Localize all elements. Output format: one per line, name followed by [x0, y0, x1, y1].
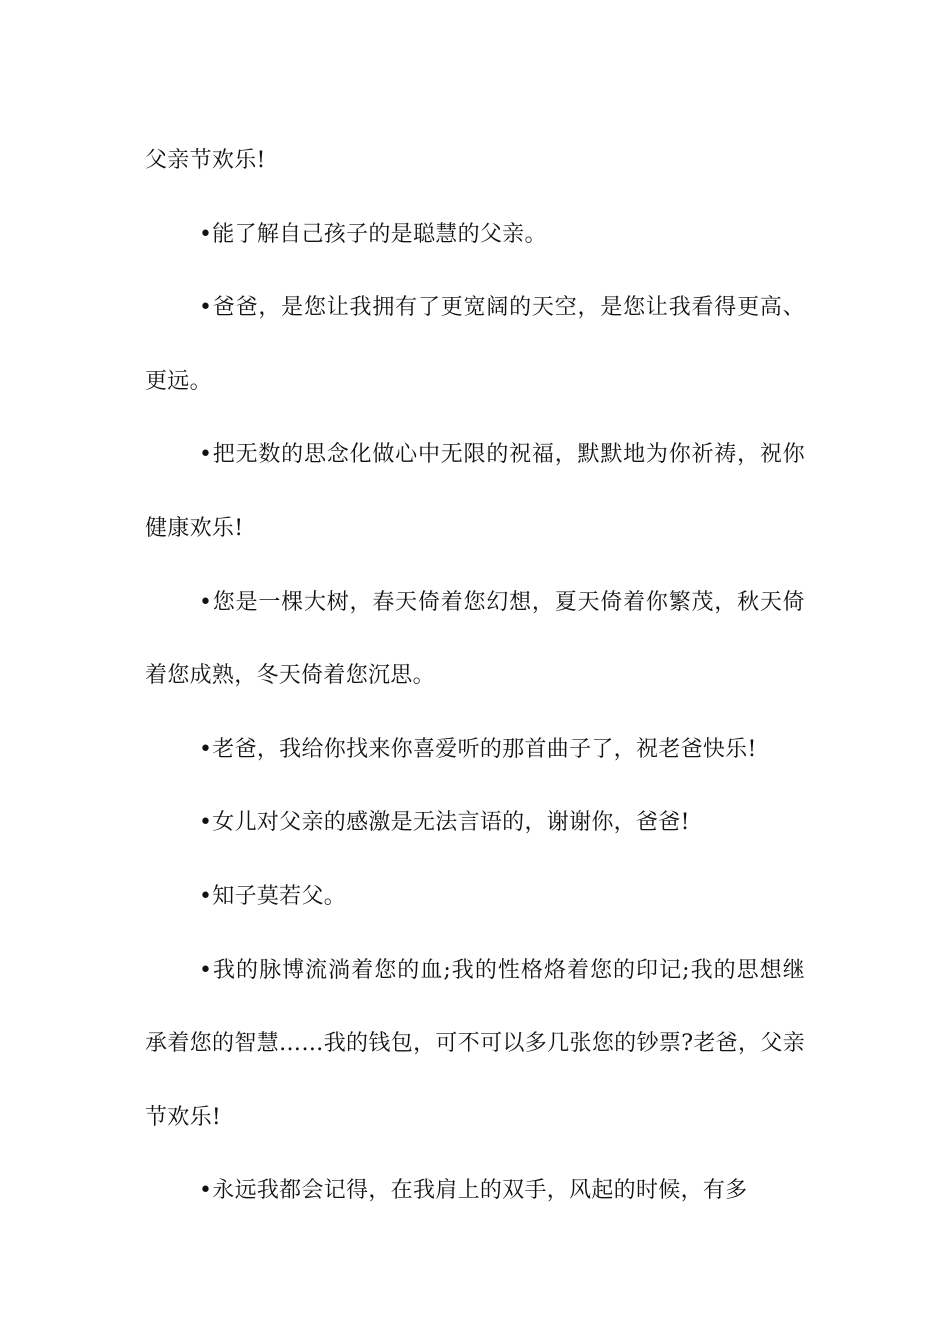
- paragraph-bullet-1: •能了解自己孩子的是聪慧的父亲。: [199, 221, 547, 247]
- paragraph-continuation: 父亲节欢乐!: [145, 148, 266, 173]
- paragraph-bullet-4: •您是一棵大树，春天倚着您幻想，夏天倚着你繁茂，秋天倚着您成熟，冬天倚着您沉思。: [145, 589, 805, 689]
- paragraph-bullet-7: •知子莫若父。: [199, 883, 347, 909]
- paragraph-bullet-9: •永远我都会记得，在我肩上的双手，风起的时候，有多: [199, 1178, 748, 1204]
- paragraph-bullet-5: •老爸，我给你找来你喜爱听的那首曲子了，祝老爸快乐!: [199, 736, 757, 762]
- document-body: [145, 124, 805, 1228]
- paragraph-bullet-2: •爸爸，是您让我拥有了更宽阔的天空，是您让我看得更高、更远。: [145, 295, 805, 394]
- paragraph-bullet-3: •把无数的思念化做心中无限的祝福，默默地为你祈祷，祝你健康欢乐!: [145, 442, 805, 541]
- paragraph-bullet-6: •女儿对父亲的感激是无法言语的，谢谢你，爸爸!: [199, 810, 690, 836]
- paragraph-bullet-8: •我的脉博流淌着您的血;我的性格烙着您的印记;我的思想继承着您的智慧……我的钱包，可不可以多几张您的钞票?老爸，父亲节欢乐!: [145, 957, 805, 1130]
